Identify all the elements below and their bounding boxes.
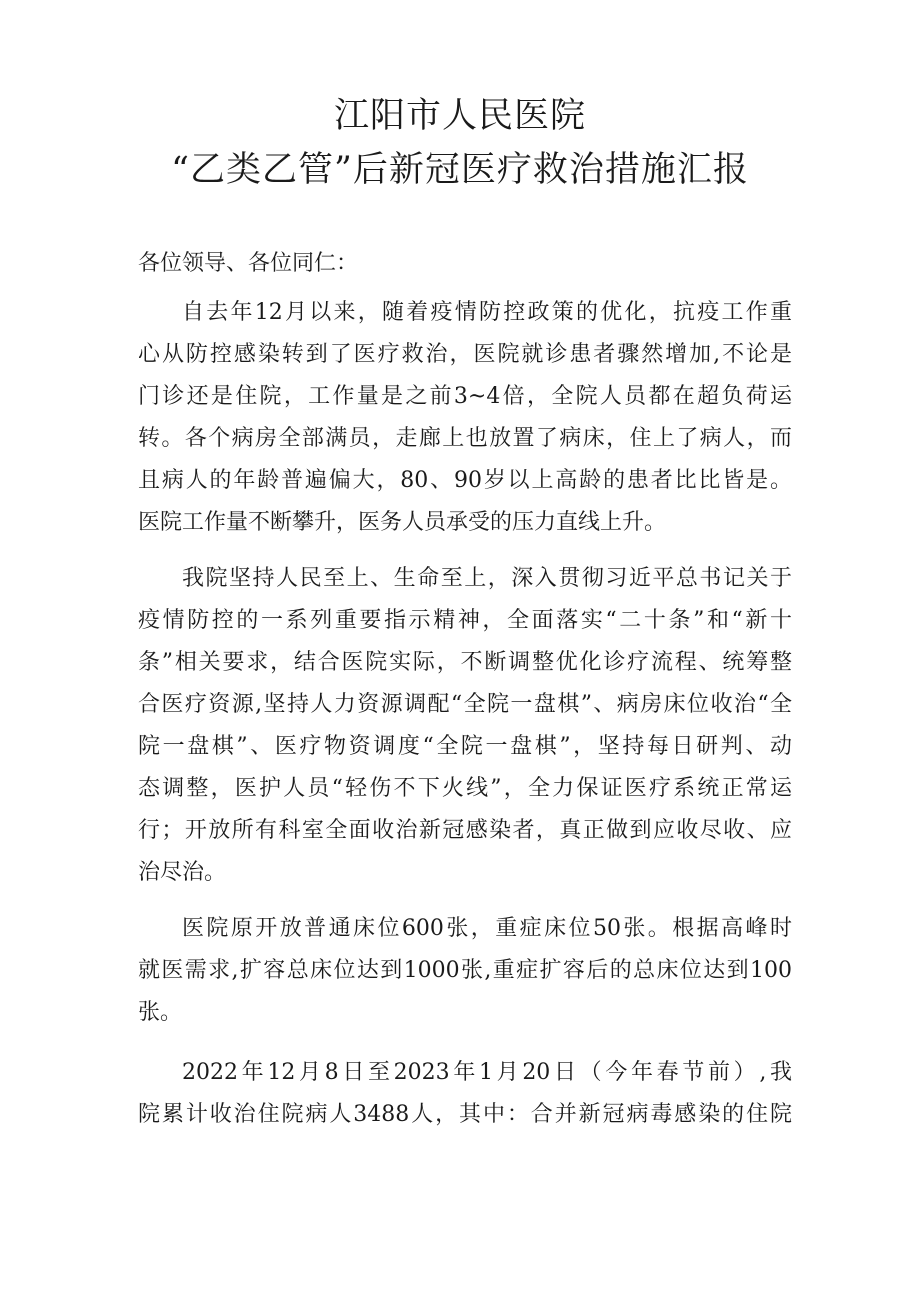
paragraph-2-line-3: 条”相关要求，结合医院实际，不断调整优化诊疗流程、统筹整 — [138, 650, 792, 675]
paragraph-3-line-2: 就医需求,扩容总床位达到1000张,重症扩容后的总床位达到100 — [138, 958, 792, 983]
paragraph-2-line-5: 院一盘棋”、医疗物资调度“全院一盘棋”，坚持每日研判、动 — [138, 734, 792, 759]
paragraph-1-line-4: 转。各个病房全部满员，走廊上也放置了病床，住上了病人，而 — [138, 426, 792, 451]
paragraph-2-line-6: 态调整，医护人员“轻伤不下火线”，全力保证医疗系统正常运 — [138, 776, 792, 801]
paragraph-2-line-1: 我院坚持人民至上、生命至上，深入贯彻习近平总书记关于 — [182, 566, 792, 591]
greeting: 各位领导、各位同仁： — [138, 251, 359, 276]
paragraph-1-line-1: 自去年12月以来，随着疫情防控政策的优化，抗疫工作重 — [182, 300, 792, 325]
paragraph-2-line-8: 治尽治。 — [138, 860, 227, 885]
paragraph-4-line-1: 2022年12月8日至2023年1月20日（今年春节前）,我 — [182, 1060, 792, 1085]
paragraph-1-line-5: 且病人的年龄普遍偏大，80、90岁以上高龄的患者比比皆是。 — [138, 468, 792, 493]
paragraph-3-line-3: 张。 — [138, 1000, 183, 1025]
paragraph-2-line-2: 疫情防控的一系列重要指示精神，全面落实“二十条”和“新十 — [138, 608, 792, 633]
paragraph-1-line-2: 心从防控感染转到了医疗救治，医院就诊患者骤然增加,不论是 — [138, 342, 792, 367]
paragraph-2-line-7: 行；开放所有科室全面收治新冠感染者，真正做到应收尽收、应 — [138, 818, 792, 843]
paragraph-2-line-4: 合医疗资源,坚持人力资源调配“全院一盘棋”、病房床位收治“全 — [138, 692, 792, 717]
paragraph-4-line-2: 院累计收治住院病人3488人，其中：合并新冠病毒感染的住院 — [138, 1102, 792, 1127]
paragraph-1-line-6: 医院工作量不断攀升，医务人员承受的压力直线上升。 — [138, 510, 667, 535]
document-title-report: “乙类乙管”后新冠医疗救治措施汇报 — [171, 150, 749, 190]
paragraph-3-line-1: 医院原开放普通床位600张，重症床位50张。根据高峰时 — [182, 916, 792, 941]
document-title-hospital: 江阳市人民医院 — [333, 96, 586, 136]
paragraph-1-line-3: 门诊还是住院，工作量是之前3~4倍，全院人员都在超负荷运 — [138, 384, 792, 409]
